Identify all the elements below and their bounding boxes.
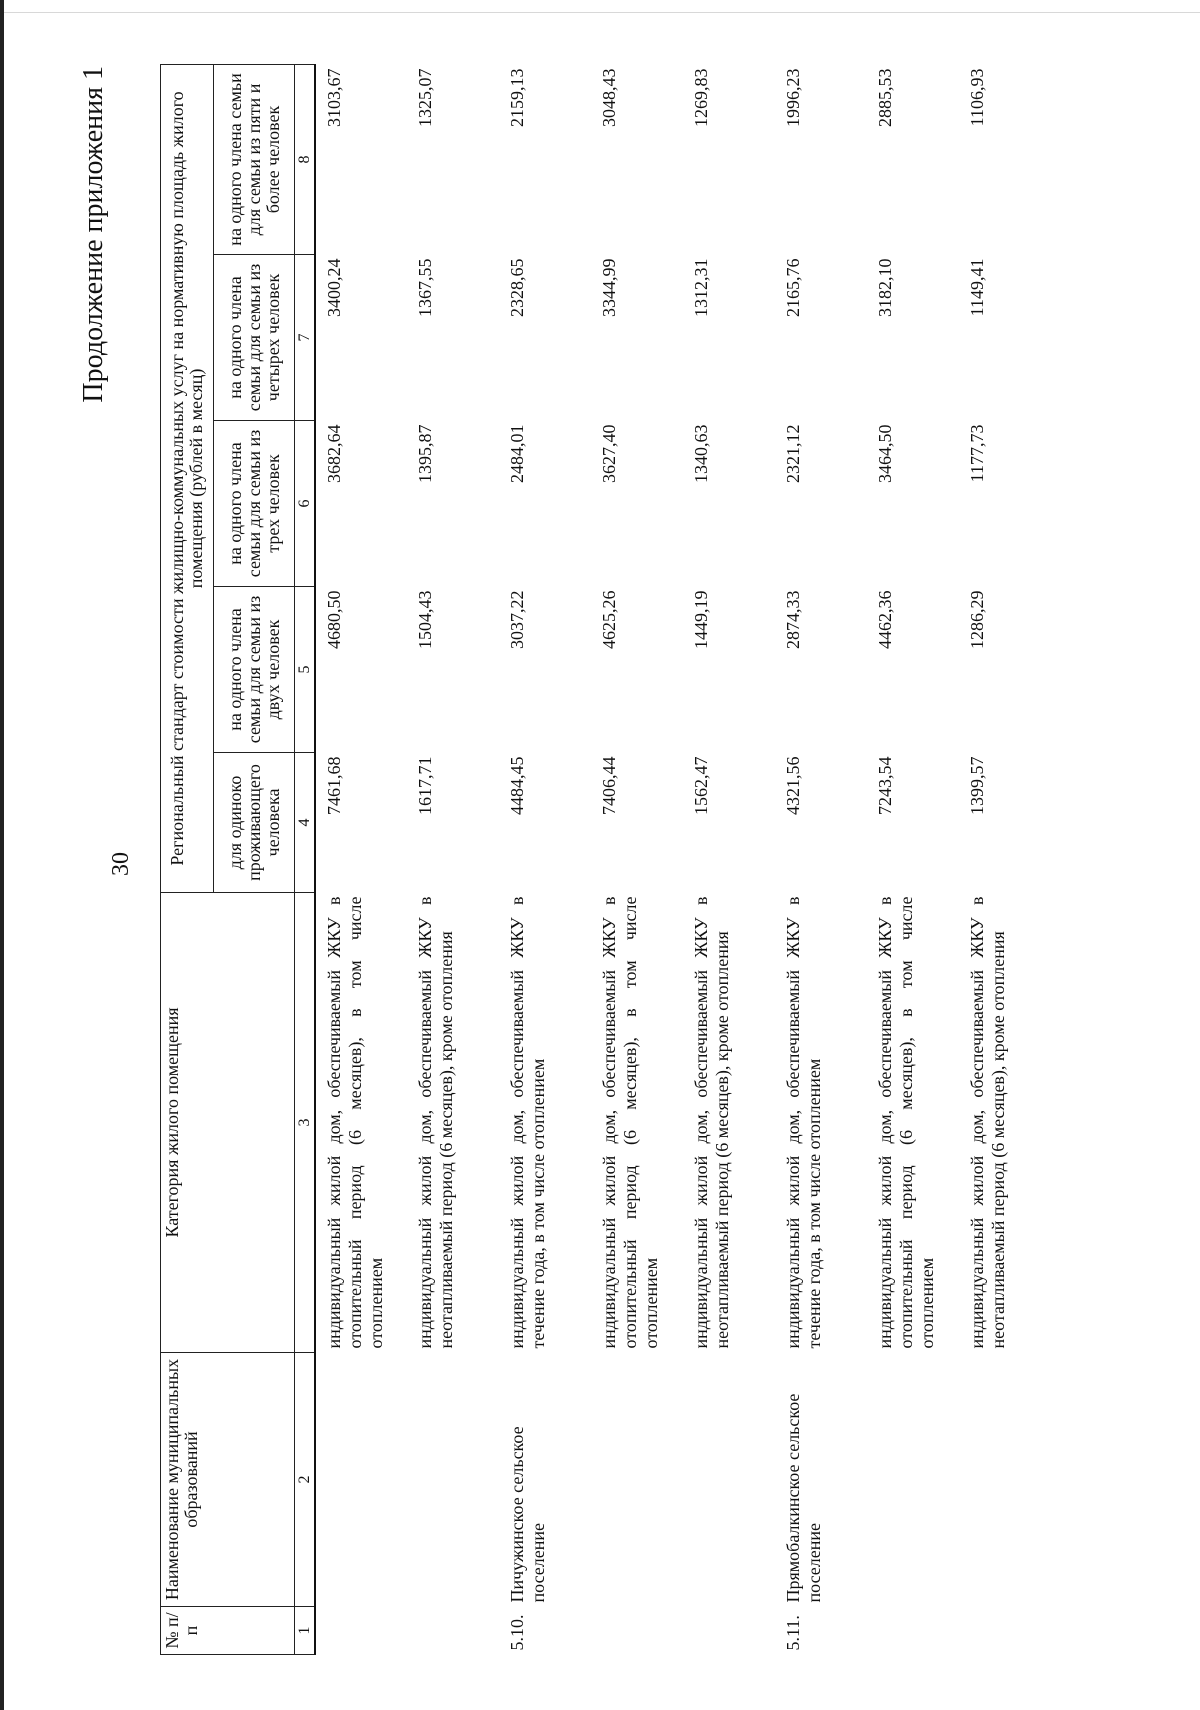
municipality-name [683, 1353, 775, 1607]
municipality-name [407, 1353, 499, 1607]
row-number [683, 1607, 775, 1655]
value-five: 2159,13 [507, 68, 527, 127]
value-two: 1504,43 [415, 590, 435, 649]
row-number [315, 1607, 407, 1655]
column-numbers-row [295, 64, 316, 1654]
col-header-single: для одиноко проживающего человека [214, 753, 295, 893]
row-number [407, 1607, 499, 1655]
value-two: 4462,36 [875, 590, 895, 649]
value-four: 1312,31 [691, 258, 711, 317]
value-two: 4680,50 [324, 590, 344, 649]
value-four: 1367,55 [415, 258, 435, 317]
value-single: 1399,57 [967, 756, 987, 815]
table-row [499, 64, 591, 1654]
table-row [775, 64, 867, 1654]
value-five: 1325,07 [415, 68, 435, 127]
value-single: 1617,71 [415, 756, 435, 815]
row-number: 5.10. [507, 1614, 527, 1651]
housing-category: индивидуальный жилой дом, обеспечиваемый ЖКУ в неотапливаемый период (6 месяцев), кроме отопления [967, 896, 1008, 1349]
value-three: 1177,73 [967, 424, 987, 483]
table-row [315, 64, 407, 1654]
column-number: 6 [295, 421, 316, 587]
municipality-name: Прямобалкинское сельское поселение [783, 1393, 824, 1603]
municipality-name [867, 1353, 959, 1607]
page-number: 30 [108, 852, 134, 876]
value-four: 3182,10 [875, 258, 895, 317]
continuation-title: Продолжение приложения 1 [78, 66, 109, 403]
value-two: 2874,33 [783, 590, 803, 649]
value-single: 7243,54 [875, 756, 895, 815]
column-number: 5 [295, 587, 316, 753]
table-row [407, 64, 499, 1654]
value-four: 3344,99 [599, 258, 619, 317]
column-number: 1 [295, 1607, 316, 1655]
value-four: 2328,65 [507, 258, 527, 317]
table-row [959, 64, 1051, 1654]
value-four: 3400,24 [324, 258, 344, 317]
value-three: 2321,12 [783, 424, 803, 483]
value-five: 1106,93 [967, 68, 987, 127]
value-five: 3048,43 [599, 68, 619, 127]
column-number: 3 [295, 893, 316, 1353]
value-three: 1340,63 [691, 424, 711, 483]
value-two: 4625,26 [599, 590, 619, 649]
row-number [867, 1607, 959, 1655]
housing-category: индивидуальный жилой дом, обеспечиваемый ЖКУ в неотапливаемый период (6 месяцев), кроме отопления [415, 896, 456, 1349]
column-number: 8 [295, 64, 316, 254]
value-five: 1269,83 [691, 68, 711, 127]
municipality-name: Пичужинское сельское поселение [507, 1426, 548, 1603]
value-two: 1286,29 [967, 590, 987, 649]
row-number: 5.11. [783, 1615, 803, 1651]
value-single: 7406,44 [599, 756, 619, 815]
value-three: 3464,50 [875, 424, 895, 483]
value-five: 3103,67 [324, 68, 344, 127]
standard-cost-table [160, 64, 1051, 1655]
table-row [683, 64, 775, 1654]
housing-category: индивидуальный жилой дом, обеспечиваемый ЖКУ в отопительный период (6 месяцев), в том числе отоплением [875, 896, 937, 1349]
housing-category: индивидуальный жилой дом, обеспечиваемый ЖКУ в отопительный период (6 месяцев), в том числе отоплением [599, 896, 661, 1349]
col-header-two: на одного члена семьи для семьи из двух человек [214, 587, 295, 753]
value-five: 1996,23 [783, 68, 803, 127]
value-single: 7461,68 [324, 756, 344, 815]
housing-category: индивидуальный жилой дом, обеспечиваемый ЖКУ в течение года, в том числе отоплением [783, 896, 824, 1349]
value-four: 1149,41 [967, 258, 987, 317]
col-header-municipality: Наименование муниципальных образований [161, 1353, 295, 1607]
value-single: 4321,56 [783, 756, 803, 815]
col-header-four: на одного члена семьи для семьи из четырех человек [214, 255, 295, 421]
row-number [959, 1607, 1051, 1655]
housing-category: индивидуальный жилой дом, обеспечиваемый ЖКУ в неотапливаемый период (6 месяцев), кроме отопления [691, 896, 732, 1349]
value-three: 2484,01 [507, 424, 527, 483]
row-number [591, 1607, 683, 1655]
value-two: 3037,22 [507, 590, 527, 649]
column-number: 7 [295, 255, 316, 421]
column-number: 2 [295, 1353, 316, 1607]
municipality-name [591, 1353, 683, 1607]
table-row [591, 64, 683, 1654]
value-three: 3627,40 [599, 424, 619, 483]
value-single: 4484,45 [507, 756, 527, 815]
column-number: 4 [295, 753, 316, 893]
value-three: 1395,87 [415, 424, 435, 483]
col-header-group: Региональный стандарт стоимости жилищно-коммунальных услуг на нормативную площадь жилого помещения (рублей в месяц) [161, 64, 214, 892]
col-header-five: на одного члена семьи для семьи из пяти и более человек [214, 64, 295, 254]
value-four: 2165,76 [783, 258, 803, 317]
municipality-name [315, 1353, 407, 1607]
municipality-name [959, 1353, 1051, 1607]
col-header-category: Категория жилого помещения [161, 893, 295, 1353]
housing-category: индивидуальный жилой дом, обеспечиваемый ЖКУ в отопительный период (6 месяцев), в том числе отоплением [324, 896, 386, 1349]
value-two: 1449,19 [691, 590, 711, 649]
col-header-number: № п/п [161, 1607, 295, 1655]
header-row [161, 64, 214, 1654]
housing-category: индивидуальный жилой дом, обеспечиваемый ЖКУ в течение года, в том числе отоплением [507, 896, 548, 1349]
col-header-three: на одного члена семьи для семьи из трех человек [214, 421, 295, 587]
value-three: 3682,64 [324, 424, 344, 483]
value-single: 1562,47 [691, 756, 711, 815]
table-row [867, 64, 959, 1654]
value-five: 2885,53 [875, 68, 895, 127]
